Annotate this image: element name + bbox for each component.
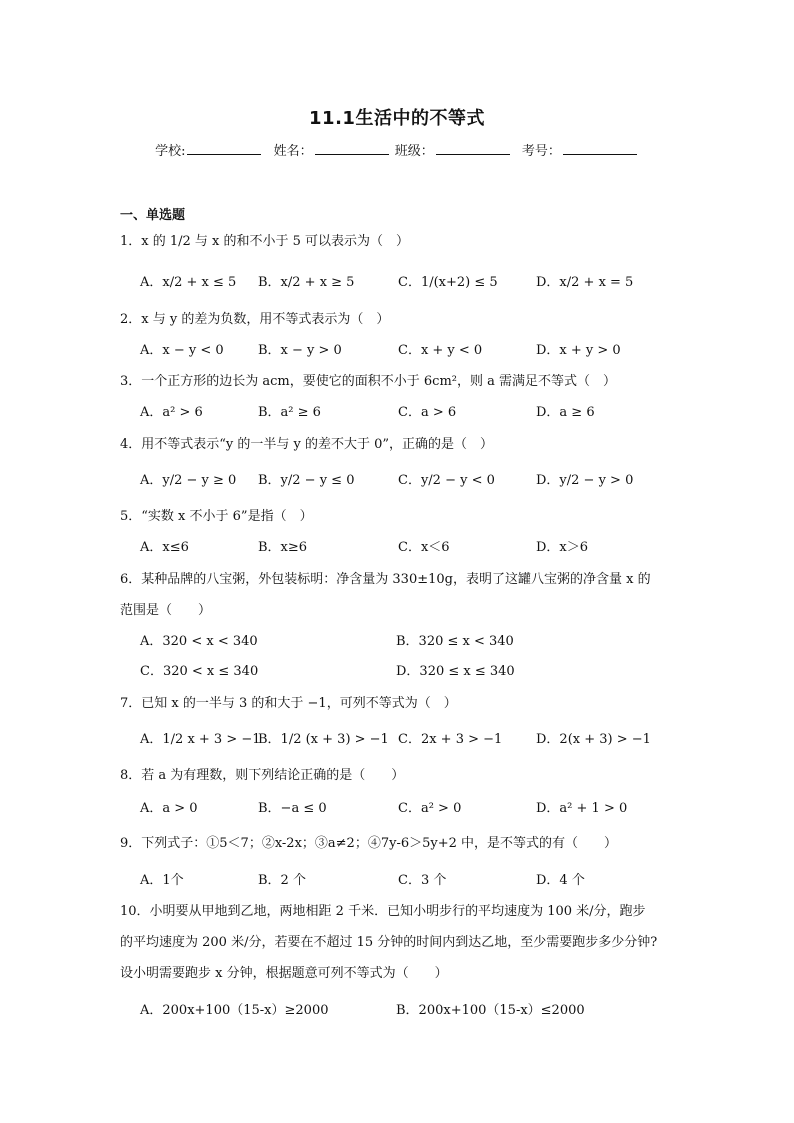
- question-6: 6．某种品牌的八宝粥，外包装标明：净含量为 330±10g，表明了这罐八宝粥的净含量 x 的: [120, 572, 651, 587]
- option-d[interactable]: D．4 个: [536, 873, 585, 888]
- question-6-options-row-2: [140, 657, 680, 687]
- option-d[interactable]: D．x＞6: [536, 540, 589, 555]
- option-b[interactable]: B．1/2 (x + 3) > −1: [258, 732, 389, 747]
- question-1: 1．x 的 1/2 与 x 的和不小于 5 可以表示为（ ）: [120, 234, 410, 249]
- option-c[interactable]: C．x＜6: [398, 540, 450, 555]
- question-10-line-2: 的平均速度为 200 米/分，若要在不超过 15 分钟的时间内到达乙地，至少需要跑步多少分钟?: [120, 935, 658, 950]
- name-blank[interactable]: [315, 142, 389, 155]
- question-7-options: [140, 725, 680, 755]
- section-heading: 一、单选题: [120, 208, 186, 223]
- question-4-options: [140, 466, 680, 496]
- option-c[interactable]: C．a > 6: [398, 405, 457, 420]
- question-10: 10．小明要从甲地到乙地，两地相距 2 千米．已知小明步行的平均速度为 100 米/分，跑步: [120, 904, 646, 919]
- option-d[interactable]: D．y/2 − y > 0: [536, 473, 634, 488]
- school-label: 学校:: [155, 144, 186, 159]
- option-c[interactable]: C．3 个: [398, 873, 447, 888]
- option-a[interactable]: A．x/2 + x ≤ 5: [140, 275, 237, 290]
- student-info-line: [0, 140, 794, 159]
- question-9-options: [140, 866, 680, 896]
- option-c[interactable]: C．a² > 0: [398, 801, 462, 816]
- class-blank[interactable]: [436, 142, 510, 155]
- option-d[interactable]: D．a ≥ 6: [536, 405, 595, 420]
- question-2-options: [140, 336, 680, 366]
- question-9: 9．下列式子：①5＜7；②x-2x；③a≠2；④7y-6＞5y+2 中，是不等式的有（ ）: [120, 836, 618, 851]
- question-10-line-3: 设小明需要跑步 x 分钟，根据题意可列不等式为（ ）: [120, 966, 448, 981]
- class-label: 班级：: [394, 144, 434, 159]
- option-b[interactable]: B．2 个: [258, 873, 306, 888]
- question-8-options: [140, 794, 680, 824]
- option-d[interactable]: D．2(x + 3) > −1: [536, 732, 651, 747]
- option-b[interactable]: B．x/2 + x ≥ 5: [258, 275, 355, 290]
- page-title: 11.1生活中的不等式: [309, 108, 485, 129]
- question-10-options: [140, 996, 680, 1026]
- option-a[interactable]: A．200x+100（15-x）≥2000: [140, 1003, 329, 1018]
- option-a[interactable]: A．x≤6: [140, 540, 189, 555]
- option-a[interactable]: A．y/2 − y ≥ 0: [140, 473, 237, 488]
- option-c[interactable]: C．y/2 − y < 0: [398, 473, 495, 488]
- question-4: 4．用不等式表示“y 的一半与 y 的差不大于 0”，正确的是（ ）: [120, 437, 494, 452]
- option-a[interactable]: A．1/2 x + 3 > −1: [140, 732, 261, 747]
- option-b[interactable]: B．−a ≤ 0: [258, 801, 327, 816]
- option-a[interactable]: A．a² > 6: [140, 405, 203, 420]
- question-1-options: [140, 268, 680, 298]
- option-a[interactable]: A．1个: [140, 873, 184, 888]
- option-d[interactable]: D．a² + 1 > 0: [536, 801, 628, 816]
- option-a[interactable]: A．x − y < 0: [140, 343, 224, 358]
- question-8: 8．若 a 为有理数，则下列结论正确的是（ ）: [120, 768, 405, 783]
- option-d[interactable]: D．320 ≤ x ≤ 340: [396, 664, 515, 679]
- question-3: 3．一个正方形的边长为 acm，要使它的面积不小于 6cm²，则 a 需满足不等式（ ）: [120, 374, 616, 389]
- question-2: 2．x 与 y 的差为负数，用不等式表示为（ ）: [120, 312, 390, 327]
- option-b[interactable]: B．200x+100（15-x）≤2000: [396, 1003, 585, 1018]
- option-b[interactable]: B．320 ≤ x < 340: [396, 634, 514, 649]
- option-b[interactable]: B．a² ≥ 6: [258, 405, 321, 420]
- option-b[interactable]: B．x − y > 0: [258, 343, 342, 358]
- question-6-options-row-1: [140, 627, 680, 657]
- option-b[interactable]: B．y/2 − y ≤ 0: [258, 473, 355, 488]
- question-6-line-2: 范围是（ ）: [120, 603, 212, 618]
- option-d[interactable]: D．x/2 + x = 5: [536, 275, 634, 290]
- option-d[interactable]: D．x + y > 0: [536, 343, 621, 358]
- name-label: 姓名：: [273, 144, 313, 159]
- option-c[interactable]: C．x + y < 0: [398, 343, 483, 358]
- option-a[interactable]: A．320 < x < 340: [140, 634, 258, 649]
- question-3-options: [140, 398, 680, 428]
- school-blank[interactable]: [187, 142, 261, 155]
- question-7: 7．已知 x 的一半与 3 的和大于 −1，可列不等式为（ ）: [120, 696, 457, 711]
- option-a[interactable]: A．a > 0: [140, 801, 198, 816]
- question-5: 5．“实数 x 不小于 6”是指（ ）: [120, 509, 313, 524]
- option-c[interactable]: C．320 < x ≤ 340: [140, 664, 259, 679]
- option-c[interactable]: C．1/(x+2) ≤ 5: [398, 275, 498, 290]
- number-label: 考号：: [521, 144, 561, 159]
- number-blank[interactable]: [563, 142, 637, 155]
- option-c[interactable]: C．2x + 3 > −1: [398, 732, 503, 747]
- question-5-options: [140, 533, 680, 563]
- option-b[interactable]: B．x≥6: [258, 540, 308, 555]
